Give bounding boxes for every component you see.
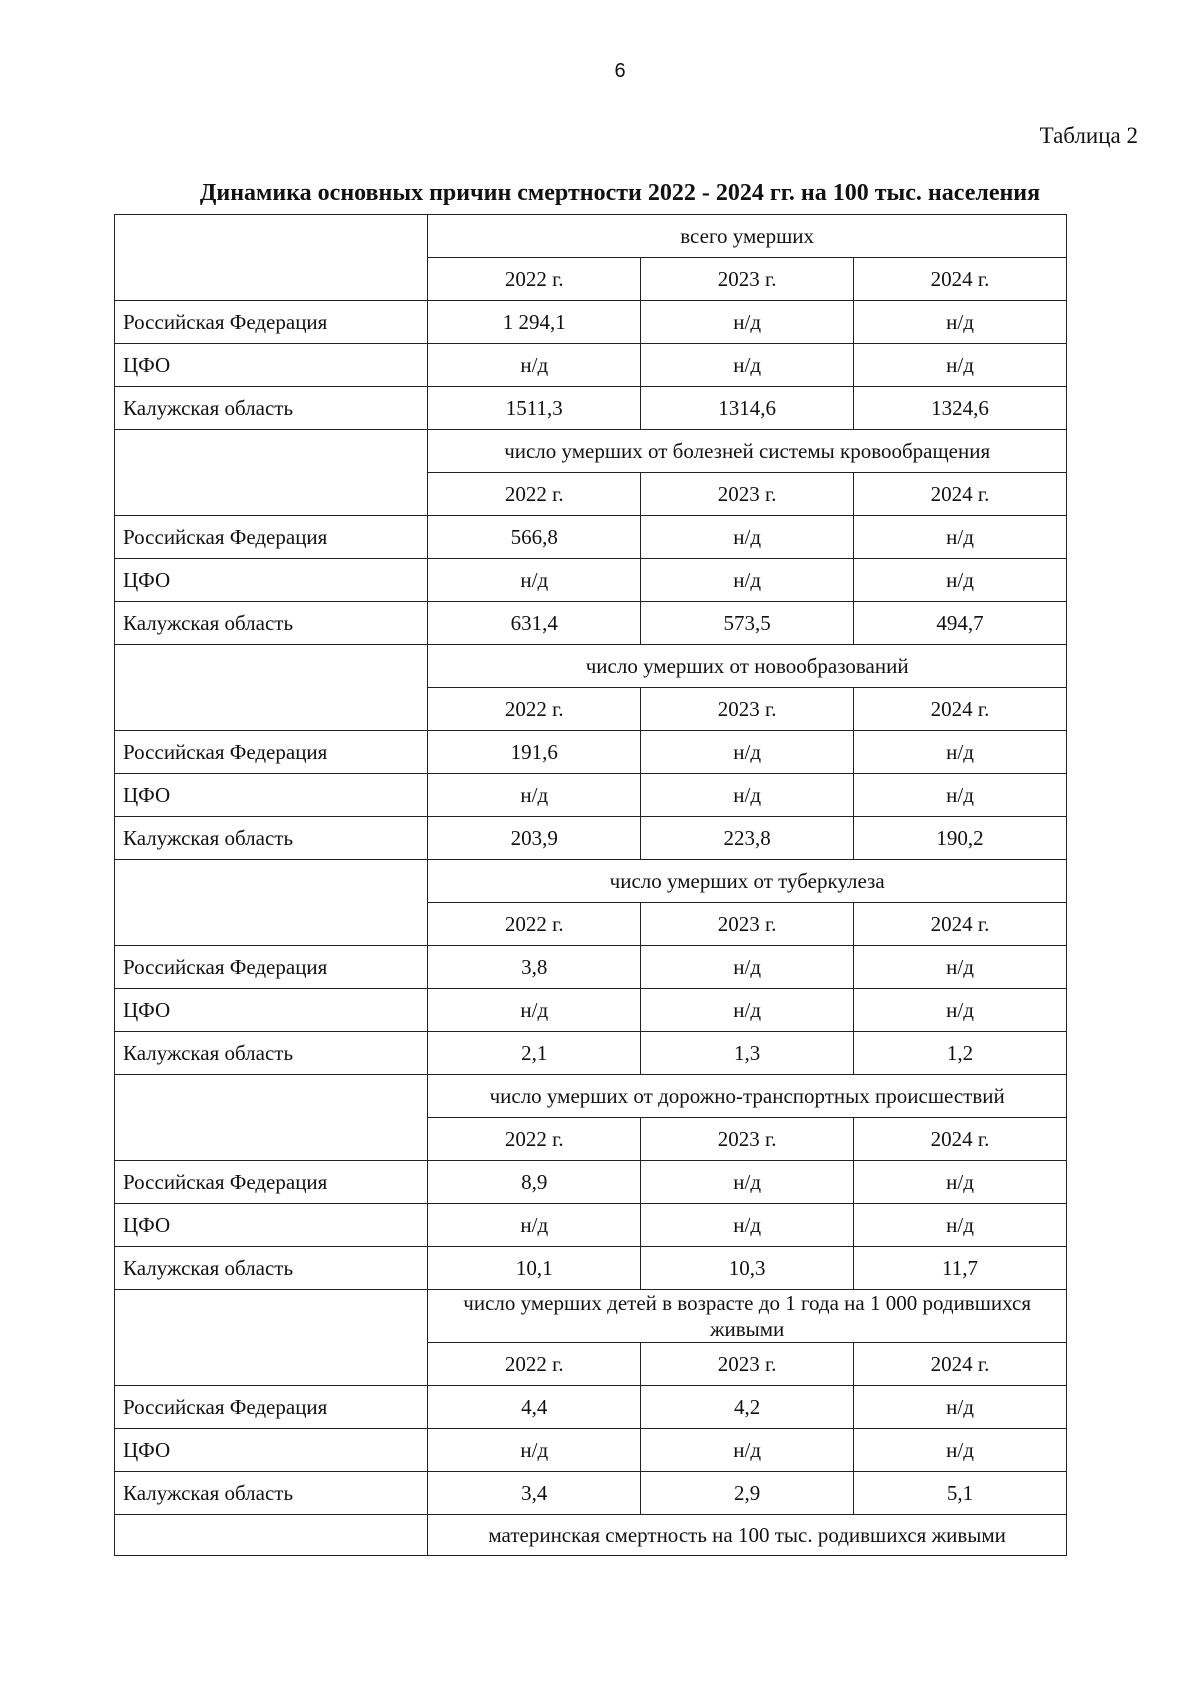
table-label: Таблица 2 [1039, 123, 1138, 148]
region-label: Российская Федерация [115, 1161, 428, 1204]
value-cell: 190,2 [854, 817, 1067, 860]
table-row [115, 1032, 1067, 1075]
value-cell: н/д [854, 1429, 1067, 1472]
table-row [115, 731, 1067, 774]
value-cell: н/д [428, 1204, 641, 1247]
value-cell: 3,4 [428, 1472, 641, 1515]
region-label: Российская Федерация [115, 946, 428, 989]
value-cell: н/д [641, 516, 854, 559]
value-cell: 1,3 [641, 1032, 854, 1075]
value-cell: 223,8 [641, 817, 854, 860]
year-header: 2024 г. [854, 688, 1067, 731]
table-row [115, 1161, 1067, 1204]
region-label: Российская Федерация [115, 516, 428, 559]
section-header: число умерших от дорожно-транспортных происшествий [428, 1075, 1067, 1118]
value-cell: 1 294,1 [428, 301, 641, 344]
value-cell: н/д [854, 989, 1067, 1032]
blank-cell [115, 860, 428, 946]
value-cell: н/д [641, 989, 854, 1032]
value-cell: н/д [854, 301, 1067, 344]
region-label: ЦФО [115, 344, 428, 387]
year-header: 2023 г. [641, 258, 854, 301]
value-cell: н/д [428, 559, 641, 602]
value-cell: н/д [854, 1386, 1067, 1429]
section-header-row [115, 1515, 1067, 1556]
value-cell: н/д [641, 559, 854, 602]
value-cell: н/д [641, 344, 854, 387]
value-cell: 5,1 [854, 1472, 1067, 1515]
value-cell: н/д [854, 946, 1067, 989]
year-header: 2022 г. [428, 688, 641, 731]
table-row [115, 1472, 1067, 1515]
region-label: Калужская область [115, 817, 428, 860]
value-cell: 2,1 [428, 1032, 641, 1075]
blank-cell [115, 645, 428, 731]
table-row [115, 1204, 1067, 1247]
year-header: 2022 г. [428, 903, 641, 946]
section-header-row [115, 860, 1067, 903]
value-cell: н/д [641, 774, 854, 817]
table-row [115, 1247, 1067, 1290]
mortality-table [114, 214, 1067, 1556]
value-cell: 4,2 [641, 1386, 854, 1429]
value-cell: 2,9 [641, 1472, 854, 1515]
value-cell: н/д [641, 1161, 854, 1204]
section-header: число умерших от болезней системы кровообращения [428, 430, 1067, 473]
region-label: Калужская область [115, 1032, 428, 1075]
value-cell: 10,3 [641, 1247, 854, 1290]
table-row [115, 989, 1067, 1032]
section-header: всего умерших [428, 215, 1067, 258]
value-cell: 1314,6 [641, 387, 854, 430]
value-cell: н/д [641, 1429, 854, 1472]
value-cell: 1,2 [854, 1032, 1067, 1075]
table-row [115, 946, 1067, 989]
year-header: 2024 г. [854, 473, 1067, 516]
value-cell: н/д [428, 1429, 641, 1472]
value-cell: н/д [854, 516, 1067, 559]
value-cell: н/д [641, 946, 854, 989]
year-header: 2024 г. [854, 1118, 1067, 1161]
region-label: ЦФО [115, 774, 428, 817]
value-cell: н/д [428, 989, 641, 1032]
year-header: 2024 г. [854, 1343, 1067, 1386]
region-label: Калужская область [115, 387, 428, 430]
year-header: 2024 г. [854, 903, 1067, 946]
year-header: 2024 г. [854, 258, 1067, 301]
value-cell: 1511,3 [428, 387, 641, 430]
blank-cell [115, 1075, 428, 1161]
table-row [115, 344, 1067, 387]
table-row [115, 602, 1067, 645]
value-cell: н/д [641, 301, 854, 344]
table-row [115, 301, 1067, 344]
value-cell: н/д [428, 774, 641, 817]
mortality-table-body [115, 215, 1067, 1556]
table-title: Динамика основных причин смертности 2022 - 2024 гг. на 100 тыс. населения [199, 180, 1041, 206]
value-cell: 573,5 [641, 602, 854, 645]
region-label: ЦФО [115, 1204, 428, 1247]
blank-cell [115, 215, 428, 301]
table-row [115, 516, 1067, 559]
value-cell: 191,6 [428, 731, 641, 774]
value-cell: 566,8 [428, 516, 641, 559]
value-cell: 3,8 [428, 946, 641, 989]
region-label: ЦФО [115, 559, 428, 602]
section-header: число умерших от новообразований [428, 645, 1067, 688]
value-cell: 10,1 [428, 1247, 641, 1290]
value-cell: 631,4 [428, 602, 641, 645]
value-cell: н/д [854, 1161, 1067, 1204]
value-cell: н/д [854, 774, 1067, 817]
table-row [115, 774, 1067, 817]
year-header: 2023 г. [641, 903, 854, 946]
section-header: число умерших детей в возрасте до 1 года на 1 000 родившихся живыми [428, 1290, 1067, 1343]
section-header-row [115, 645, 1067, 688]
blank-cell [115, 1515, 428, 1556]
page-number: 6 [614, 60, 626, 82]
value-cell: 203,9 [428, 817, 641, 860]
year-header: 2023 г. [641, 1343, 854, 1386]
year-header: 2022 г. [428, 1343, 641, 1386]
year-header: 2023 г. [641, 688, 854, 731]
table-row [115, 1386, 1067, 1429]
value-cell: 4,4 [428, 1386, 641, 1429]
value-cell: 494,7 [854, 602, 1067, 645]
table-row [115, 559, 1067, 602]
value-cell: 8,9 [428, 1161, 641, 1204]
value-cell: 11,7 [854, 1247, 1067, 1290]
region-label: Калужская область [115, 602, 428, 645]
value-cell: н/д [641, 731, 854, 774]
section-header: материнская смертность на 100 тыс. родившихся живыми [428, 1515, 1067, 1556]
table-row [115, 1429, 1067, 1472]
section-header-row [115, 215, 1067, 258]
year-header: 2022 г. [428, 258, 641, 301]
year-header: 2022 г. [428, 1118, 641, 1161]
blank-cell [115, 1290, 428, 1386]
region-label: Калужская область [115, 1472, 428, 1515]
table-row [115, 387, 1067, 430]
year-header: 2023 г. [641, 473, 854, 516]
value-cell: 1324,6 [854, 387, 1067, 430]
year-header: 2022 г. [428, 473, 641, 516]
value-cell: н/д [854, 559, 1067, 602]
region-label: ЦФО [115, 1429, 428, 1472]
value-cell: н/д [854, 731, 1067, 774]
value-cell: н/д [854, 344, 1067, 387]
section-header: число умерших от туберкулеза [428, 860, 1067, 903]
section-header-row [115, 1290, 1067, 1343]
region-label: Российская Федерация [115, 1386, 428, 1429]
value-cell: н/д [854, 1204, 1067, 1247]
region-label: ЦФО [115, 989, 428, 1032]
region-label: Российская Федерация [115, 301, 428, 344]
blank-cell [115, 430, 428, 516]
value-cell: н/д [641, 1204, 854, 1247]
region-label: Калужская область [115, 1247, 428, 1290]
table-row [115, 817, 1067, 860]
section-header-row [115, 1075, 1067, 1118]
region-label: Российская Федерация [115, 731, 428, 774]
section-header-row [115, 430, 1067, 473]
value-cell: н/д [428, 344, 641, 387]
year-header: 2023 г. [641, 1118, 854, 1161]
